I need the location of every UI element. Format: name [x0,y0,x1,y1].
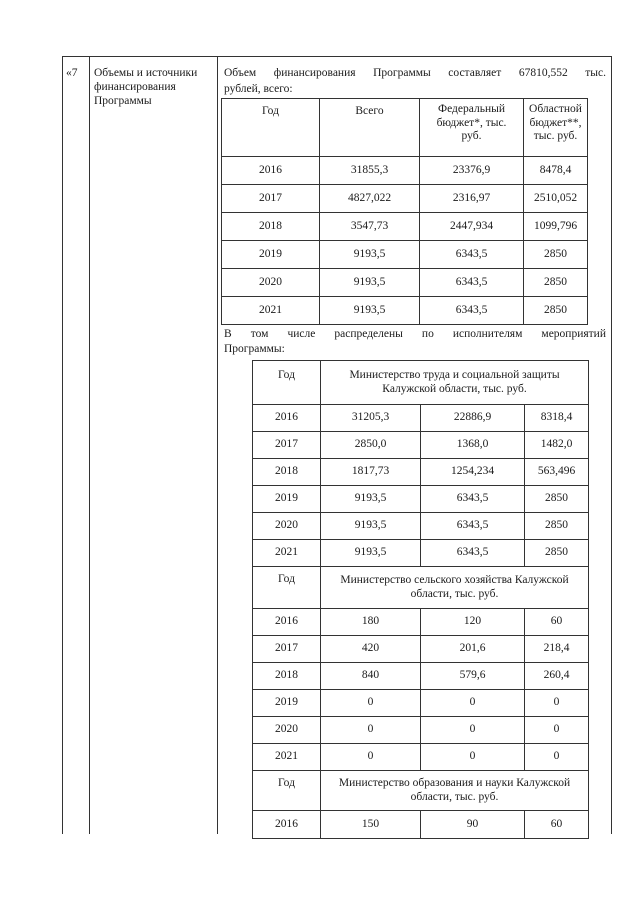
value-cell: 260,4 [525,663,589,690]
value-cell: 2510,052 [524,185,588,213]
value-cell: 1099,796 [524,213,588,241]
year-cell: 2021 [222,297,320,325]
year-cell: 2016 [253,405,321,432]
value-cell: 2850 [525,486,589,513]
value-cell: 22886,9 [421,405,525,432]
value-cell: 60 [525,811,589,839]
value-cell: 31205,3 [321,405,421,432]
table-row [253,636,589,663]
ministry-header-row [253,361,589,405]
table-row [253,459,589,486]
value-cell: 9193,5 [321,486,421,513]
value-cell: 840 [321,663,421,690]
year-cell: 2020 [253,717,321,744]
year-cell: 2018 [253,663,321,690]
value-cell: 0 [525,717,589,744]
table-row [253,690,589,717]
table-row [222,241,588,269]
total-table-header-row [222,99,588,157]
value-cell: 0 [525,690,589,717]
value-cell: 23376,9 [420,157,524,185]
value-cell: 0 [421,717,525,744]
table-row [253,486,589,513]
table-row [253,540,589,567]
row-label-line-2: финансирования [94,81,176,93]
value-cell: 0 [321,690,421,717]
table-row [253,609,589,636]
value-cell: 8318,4 [525,405,589,432]
value-cell: 8478,4 [524,157,588,185]
value-cell: 6343,5 [420,241,524,269]
value-cell: 6343,5 [421,513,525,540]
value-cell: 2447,934 [420,213,524,241]
row-label-line-3: Программы [94,95,152,107]
distribution-line-1: В том числе распределены по исполнителям мероприятий [224,328,606,340]
table-row [253,811,589,839]
value-cell: 1254,234 [421,459,525,486]
value-cell: 1368,0 [421,432,525,459]
year-cell: 2016 [222,157,320,185]
value-cell: 120 [421,609,525,636]
ministry-year-header: Год [253,361,321,405]
ministry-header-row [253,567,589,609]
table-row [253,513,589,540]
value-cell: 0 [421,690,525,717]
value-cell: 2850 [525,540,589,567]
value-cell: 6343,5 [420,269,524,297]
ministry-name: Министерство сельского хозяйства Калужской области, тыс. руб. [321,567,589,609]
total-header-regional: Областной бюджет**, тыс. руб. [524,99,588,157]
row-label [94,66,216,108]
value-cell: 0 [421,744,525,771]
value-cell: 201,6 [421,636,525,663]
value-cell: 180 [321,609,421,636]
table-row [222,157,588,185]
frame-right-line [611,56,612,834]
value-cell: 579,6 [421,663,525,690]
value-cell: 0 [525,744,589,771]
value-cell: 2850 [524,297,588,325]
value-cell: 2316,97 [420,185,524,213]
value-cell: 0 [321,744,421,771]
frame-col-divider-1 [89,56,90,834]
ministry-header-row [253,771,589,811]
value-cell: 9193,5 [320,241,420,269]
year-cell: 2021 [253,540,321,567]
value-cell: 6343,5 [421,540,525,567]
year-cell: 2017 [222,185,320,213]
table-row [222,213,588,241]
row-number: «7 [66,67,78,79]
value-cell: 3547,73 [320,213,420,241]
total-header-federal: Федеральный бюджет*, тыс. руб. [420,99,524,157]
ministry-name: Министерство труда и социальной защиты Калужской области, тыс. руб. [321,361,589,405]
year-cell: 2020 [222,269,320,297]
intro-line-1: Объем финансирования Программы составляет 67810,552 тыс. [224,67,606,79]
value-cell: 2850,0 [321,432,421,459]
ministry-year-header: Год [253,567,321,609]
year-cell: 2020 [253,513,321,540]
year-cell: 2016 [253,609,321,636]
value-cell: 2850 [525,513,589,540]
value-cell: 1817,73 [321,459,421,486]
table-row [222,185,588,213]
value-cell: 60 [525,609,589,636]
intro-line-2: рублей, всего: [224,83,293,95]
value-cell: 563,496 [525,459,589,486]
year-cell: 2017 [253,432,321,459]
value-cell: 9193,5 [321,513,421,540]
year-cell: 2017 [253,636,321,663]
row-label-line-1: Объемы и источники [94,67,198,79]
ministries-financing-table [252,360,589,839]
value-cell: 6343,5 [421,486,525,513]
frame-top-line [62,56,612,57]
table-row [253,717,589,744]
total-header-all: Всего [320,99,420,157]
value-cell: 4827,022 [320,185,420,213]
year-cell: 2016 [253,811,321,839]
table-row [253,663,589,690]
year-cell: 2018 [222,213,320,241]
year-cell: 2019 [253,690,321,717]
distribution-line-2: Программы: [224,343,285,355]
value-cell: 31855,3 [320,157,420,185]
year-cell: 2019 [253,486,321,513]
year-cell: 2018 [253,459,321,486]
ministry-year-header: Год [253,771,321,811]
total-header-year: Год [222,99,320,157]
value-cell: 9193,5 [320,297,420,325]
value-cell: 1482,0 [525,432,589,459]
value-cell: 2850 [524,269,588,297]
table-row [253,744,589,771]
value-cell: 150 [321,811,421,839]
frame-left-line [62,56,63,834]
year-cell: 2021 [253,744,321,771]
table-row [253,432,589,459]
year-cell: 2019 [222,241,320,269]
value-cell: 90 [421,811,525,839]
frame-col-divider-2 [217,56,218,834]
value-cell: 0 [321,717,421,744]
value-cell: 420 [321,636,421,663]
value-cell: 9193,5 [321,540,421,567]
value-cell: 9193,5 [320,269,420,297]
value-cell: 2850 [524,241,588,269]
table-row [222,269,588,297]
value-cell: 6343,5 [420,297,524,325]
value-cell: 218,4 [525,636,589,663]
table-row [253,405,589,432]
ministry-name: Министерство образования и науки Калужской области, тыс. руб. [321,771,589,811]
table-row [222,297,588,325]
total-financing-table [221,98,588,325]
